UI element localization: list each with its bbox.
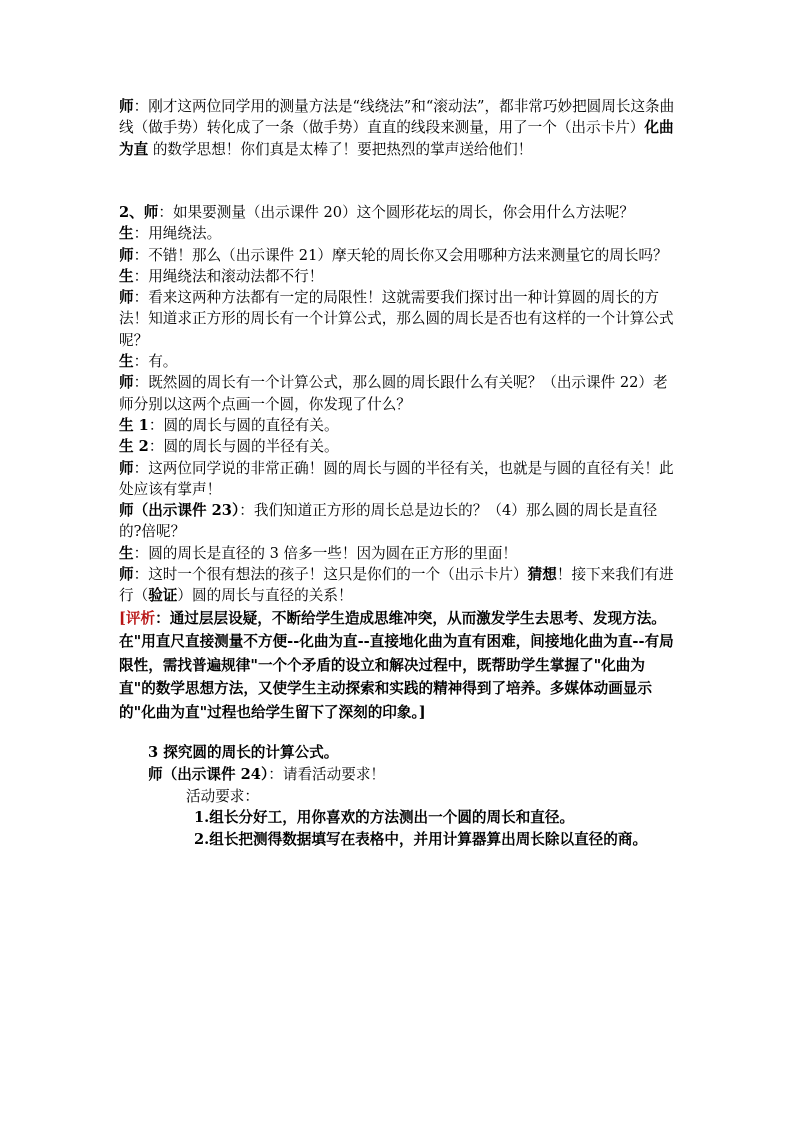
speaker-label: 生 [119,225,134,243]
dialog-line [119,245,679,266]
speaker-label: 师 [119,374,134,392]
dialog-text: ：圆的周长是直径的 3 倍多一些！因为圆在正方形的里面！ [133,544,518,562]
dialog-text: ：这两位同学说的非常正确！圆的周长与圆的半径有关，也就是与圆的直径有关！此处应该有掌声！ [119,459,674,498]
speaker-label: 生 2 [119,438,149,456]
speaker-label: 生 [119,267,134,285]
closing-text-c: ）圆的周长与直径的关系！ [177,587,353,605]
dialog-text: ：用绳绕法。 [133,225,222,243]
speaker-label: 师 [119,459,134,477]
activity-item: 2.组长把测得数据填写在表格中，并用计算器算出周长除以直径的商。 [194,831,648,849]
dialog-line [119,287,679,351]
section-teacher-text: ：请看活动要求！ [268,765,386,783]
dialog-line [119,458,679,501]
comment-paragraph [119,607,679,725]
speaker-label: 师 [119,246,134,264]
section-heading [148,742,688,764]
speaker-label: 师 [119,566,134,584]
dialog-text: ：看来这两种方法都有一定的局限性！这就需要我们探讨出一种计算圆的周长的方法！知道求正方形的周长有一个计算公式，那么圆的周长是否也有这样的一个计算公式呢？ [119,289,674,349]
speaker-label: 生 1 [119,416,149,434]
dialog-text: ：既然圆的周长有一个计算公式，那么圆的周长跟什么有关呢？（出示课件 22）老师分别以这两个点画一个圆，你发现了什么？ [119,374,668,413]
speaker-label: 师 [119,289,134,307]
dialog-section [119,202,679,724]
closing-line [119,564,679,607]
speaker-label: 师（出示课件 23） [119,502,240,520]
intro-text [119,96,679,160]
comment-label: [评析 [119,609,156,627]
comment-text: ：通过层层设疑，不断给学生造成思维冲突，从而激发学生去思考、发现方法。在"用直尺直接测量不方便--化曲为直--直接地化曲为直有困难，间接地化曲为直--有局限性，需找普遍规律"一个个矛盾的设立和解决过程中，既帮助学生掌握了"化曲为直"的数学思想方法，又使学生主动探索和实践的精神得到了培养。多媒体动画显示的"化曲为直"过程也给学生留下了深刻的印象。] [119,609,674,721]
intro-paragraph [119,96,679,160]
dialog-text: ：有。 [133,353,178,371]
dialog-line [119,543,679,564]
closing-emphasis-guess: 猜想 [527,566,557,584]
dialog-text: ：不错！那么（出示课件 21）摩天轮的周长你又会用哪种方法来测量它的周长吗？ [133,246,668,264]
dialog-line [119,372,679,415]
dialog-text: ：如果要测量（出示课件 20）这个圆形花坛的周长，你会用什么方法呢？ [158,204,634,221]
intro-text-b: 的数学思想！你们真是太棒了！要把热烈的掌声送给他们！ [148,140,533,158]
speaker-label: 生 [119,353,134,371]
dialog-line [119,436,679,457]
dialog-line [119,351,679,372]
intro-emphasis: 化曲为直 [119,119,674,158]
dialog-line [119,415,679,436]
dialog-text: ：圆的周长与圆的半径有关。 [148,438,339,456]
section-teacher-line [148,764,688,786]
section-3 [148,742,688,851]
speaker-label: 2、师 [119,204,159,221]
dialog-line [119,223,679,244]
dialog-text: ：我们知道正方形的周长总是边长的？（4）那么圆的周长是直径的?倍呢？ [119,502,658,541]
speaker-label: 生 [119,544,134,562]
intro-text-a: ：刚才这两位同学用的测量方法是“线绕法”和“滚动法”，都非常巧妙把圆周长这条曲线（做手势）转化成了一条（做手势）直直的线段来测量，用了一个（出示卡片） [119,98,675,137]
dialog-line [119,266,679,287]
activity-item: 1.组长分好工，用你喜欢的方法测出一个圆的周长和直径。 [194,809,575,827]
dialog-line [119,500,679,543]
closing-emphasis-verify: 验证 [148,587,178,605]
activity-title: 活动要求： [186,787,259,805]
dialog-text: ：圆的周长与圆的直径有关。 [148,416,339,434]
dialog-line [119,202,679,223]
closing-text-b: ！接下来我们有进行（ [119,566,674,605]
section-heading-text: 3 探究圆的周长的计算公式。 [148,744,339,761]
closing-text-a: ：这时一个很有想法的孩子！这只是你们的一个（出示卡片） [133,566,528,584]
speaker-label: 师（出示课件 24） [148,765,269,783]
speaker-label: 师 [119,98,134,115]
dialog-text: ：用绳绕法和滚动法都不行！ [133,267,324,285]
